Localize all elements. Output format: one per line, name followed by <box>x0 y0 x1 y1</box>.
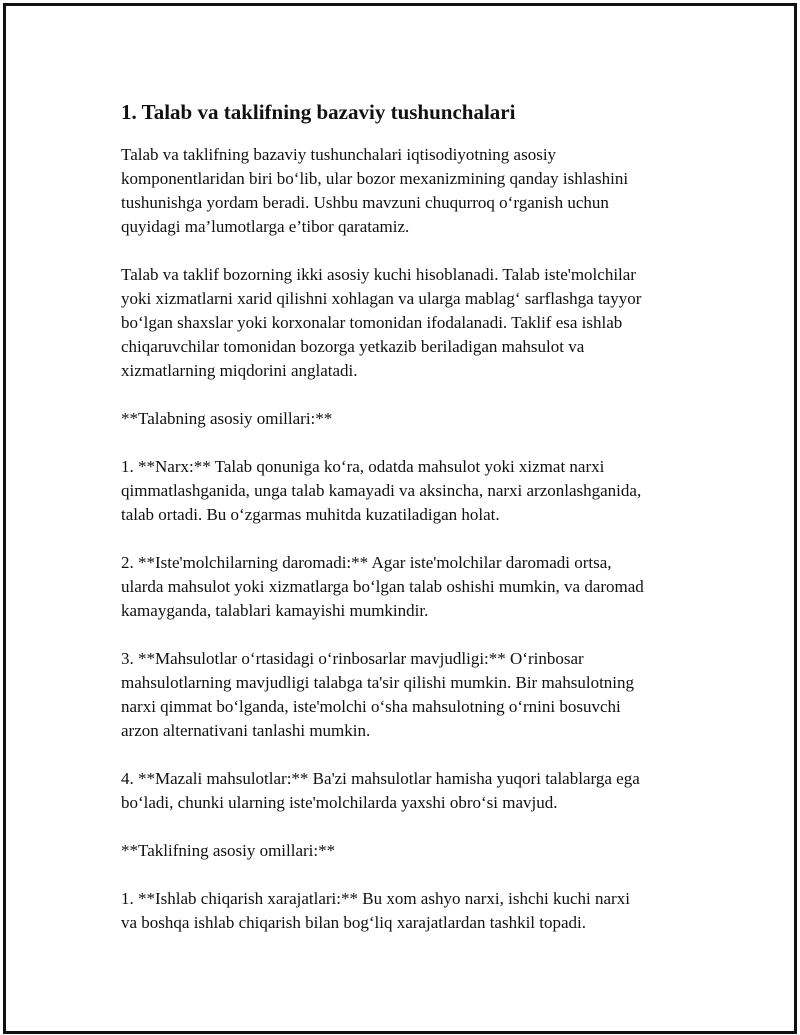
demand-factor-tasty-products: 4. **Mazali mahsulotlar:** Ba'zi mahsulotlar hamisha yuqori talablarga ega bo‘ladi, chunki ularning iste'molchilarda yaxshi obro‘si mavjud. <box>121 769 640 812</box>
demand-factor-substitutes: 3. **Mahsulotlar o‘rtasidagi o‘rinbosarlar mavjudligi:** O‘rinbosar mahsulotlarning mavjudligi talabga ta'sir qilishi mumkin. Bir mahsulotning narxi qimmat bo‘lganda, iste'molchi o‘sha mahsulotning o‘rnini bosuvchi arzon alternativani tanlashi mumkin. <box>121 649 635 740</box>
section-heading: 1. Talab va taklifning bazaviy tushunchalari <box>121 100 516 124</box>
supply-factors-heading: **Taklifning asosiy omillari:** <box>121 841 336 860</box>
document-body <box>121 98 711 959</box>
paragraph-supply-demand-forces: Talab va taklif bozorning ikki asosiy kuchi hisoblanadi. Talab iste'molchilar yoki xizmatlarni xarid qilishni xohlagan va ularga mablag‘ sarflashga tayyor bo‘lgan shaxslar yoki korxonalar tomonidan ifodalanadi. Taklif esa ishlab chiqaruvchilar tomonidan bozorga yetkazib beriladigan mahsulot va xizmatlarning miqdorini anglatadi. <box>121 265 642 380</box>
document-page <box>3 3 797 1034</box>
paragraph-intro: Talab va taklifning bazaviy tushunchalari iqtisodiyotning asosiy komponentlaridan biri bo‘lib, ular bozor mexanizmining qanday ishlashini tushunishga yordam beradi. Ushbu mavzuni chuqurroq o‘rganish uchun quyidagi ma’lumotlarga e’tibor qaratamiz. <box>121 145 629 236</box>
demand-factor-income: 2. **Iste'molchilarning daromadi:** Agar iste'molchilar daromadi ortsa, ularda mahsulot yoki xizmatlarga bo‘lgan talab oshishi mumkin, va daromad kamayganda, talablari kamayishi mumkindir. <box>121 553 644 620</box>
demand-factor-price: 1. **Narx:** Talab qonuniga ko‘ra, odatda mahsulot yoki xizmat narxi qimmatlashganida, unga talab kamayadi va aksincha, narxi arzonlashganida, talab ortadi. Bu o‘zgarmas muhitda kuzatiladigan holat. <box>121 457 642 524</box>
demand-factors-heading: **Talabning asosiy omillari:** <box>121 409 333 428</box>
supply-factor-production-costs: 1. **Ishlab chiqarish xarajatlari:** Bu xom ashyo narxi, ishchi kuchi narxi va boshqa ishlab chiqarish bilan bog‘liq xarajatlardan tashkil topadi. <box>121 889 630 932</box>
